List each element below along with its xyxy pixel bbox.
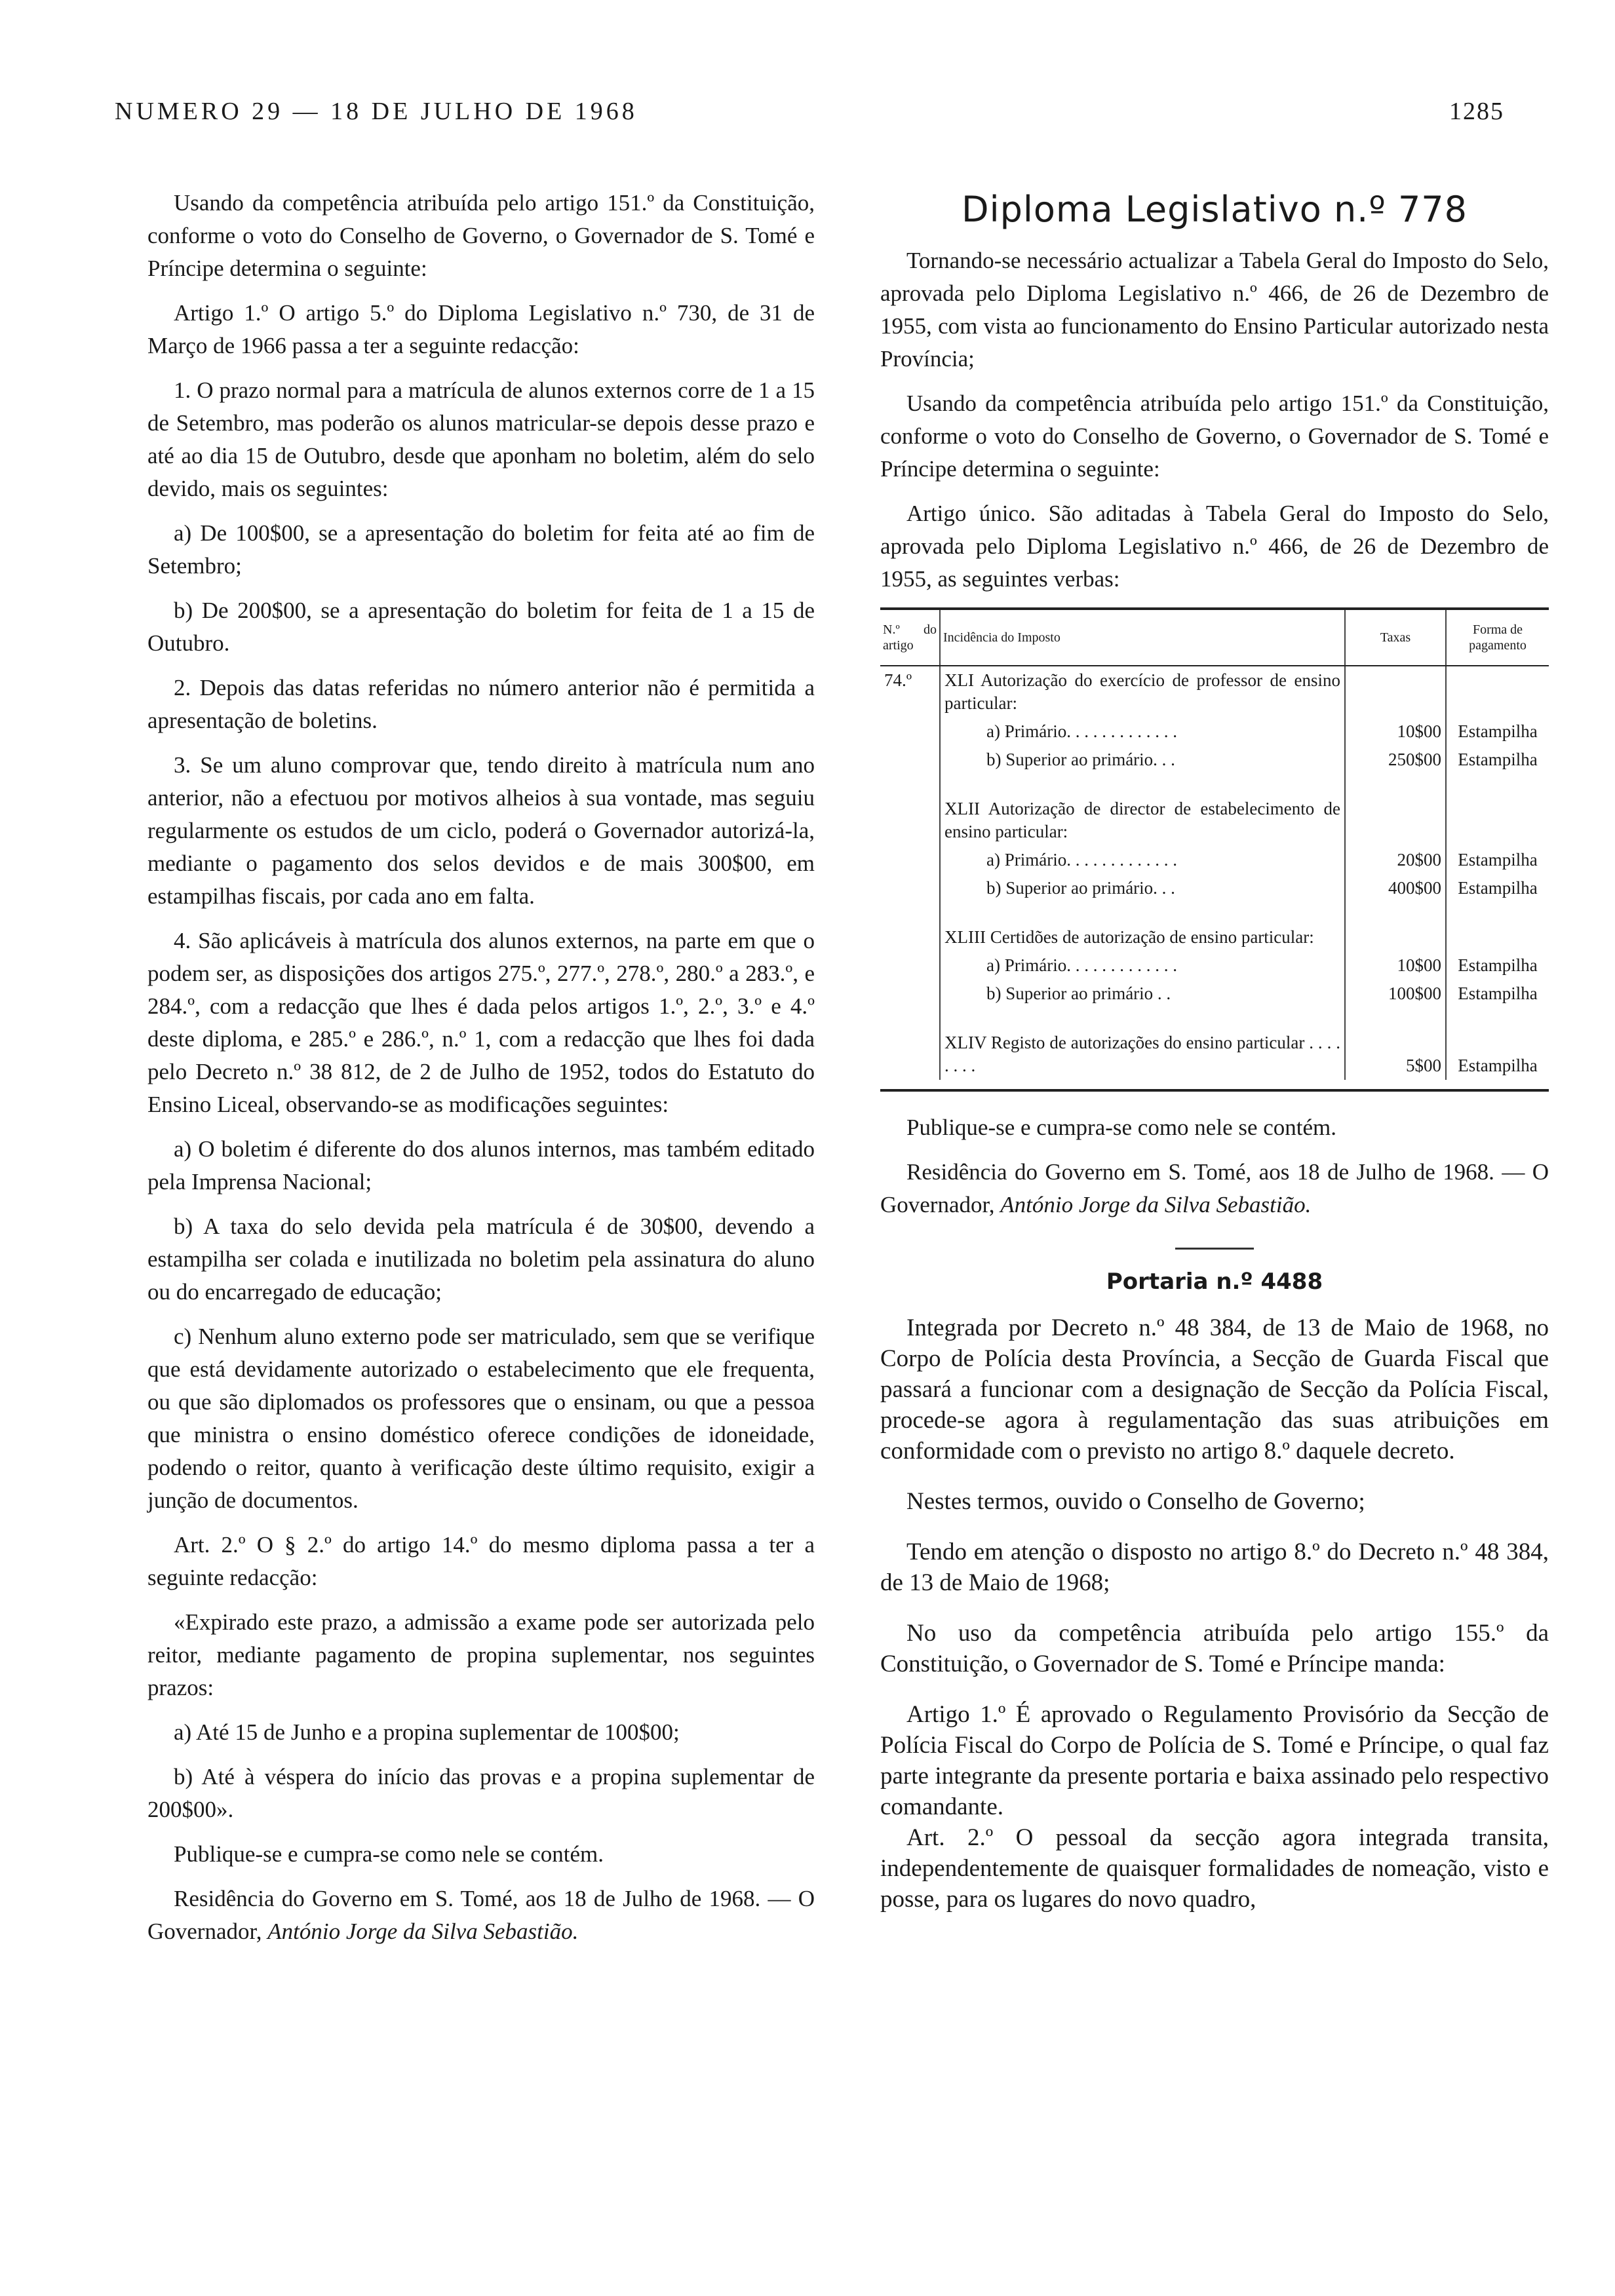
rule-1-a: a) De 100$00, se a apresentação do boletim for feita até ao fim de Setembro;: [147, 520, 815, 579]
header-num: N.º do artigo: [880, 610, 940, 666]
portaria-paragraph-1: Integrada por Decreto n.º 48 384, de 13 de Maio de 1968, no Corpo de Polícia desta Província, a Secção de Guarda Fiscal que passará a funcionar com a designação de Secção da Polícia Fiscal, procede-se agora à regulamentação das suas atribuições em conformidade com o previsto no artigo 8.º daquele decreto.: [880, 1314, 1549, 1464]
header-forma: Forma de pagamento: [1446, 610, 1549, 666]
header-incidence: Incidência do Imposto: [940, 610, 1345, 666]
quoted-b: b) Até à véspera do início das provas e a propina suplementar de 200$00».: [147, 1764, 815, 1822]
table-row: b) Superior ao primário . . 100$00 Estampilha: [880, 980, 1549, 1008]
residencia-line: Residência do Governo em S. Tomé, aos 18 de Julho de 1968. — O Governador, António Jorge da Silva Sebastião.: [147, 1886, 815, 1944]
intro-paragraph: Usando da competência atribuída pelo artigo 151.º da Constituição, conforme o voto do Conselho de Governo, o Governador de S. Tomé e Príncipe determina o seguinte:: [147, 190, 815, 281]
publique-line: Publique-se e cumpra-se como nele se contém.: [174, 1841, 604, 1867]
table-bottom-rule: [880, 1089, 1549, 1092]
table-row: XLIV Registo de autorizações do ensino particular . . . . . . . . 5$00 Estampilha: [880, 1029, 1549, 1080]
rule-1: 1. O prazo normal para a matrícula de alunos externos corre de 1 a 15 de Setembro, mas poderão os alunos matricular-se depois desse prazo e até ao dia 15 de Outubro, desde que aponham no boletim, além do selo devido, mais os seguintes:: [147, 377, 815, 501]
group-title: XLII Autorização de director de estabelecimento de ensino particular:: [940, 795, 1345, 846]
portaria-paragraph-4: No uso da competência atribuída pelo artigo 155.º da Constituição, o Governador de S. Tomé e Príncipe manda:: [880, 1620, 1549, 1677]
table-row: b) Superior ao primário. . . 250$00 Estampilha: [880, 746, 1549, 774]
diploma-paragraph-3: Artigo único. São aditadas à Tabela Geral do Imposto do Selo, aprovada pelo Diploma Legislativo n.º 466, de 26 de Dezembro de 1955, as seguintes verbas:: [880, 501, 1549, 592]
diploma-publique: Publique-se e cumpra-se como nele se contém.: [906, 1115, 1337, 1140]
left-column: [147, 187, 815, 1960]
rule-2: 2. Depois das datas referidas no número anterior não é permitida a apresentação de boletins.: [147, 675, 815, 733]
page-header: [115, 97, 1504, 136]
table-row: a) Primário. . . . . . . . . . . . . 20$00 Estampilha: [880, 846, 1549, 874]
portaria-paragraph-6: Art. 2.º O pessoal da secção agora integrada transita, independentemente de quaisquer formalidades de nomeação, visto e posse, para os lugares do novo quadro,: [880, 1824, 1549, 1913]
group-title: XLIII Certidões de autorização de ensino particular:: [940, 923, 1345, 951]
table-row: [880, 795, 1549, 846]
table-row: a) Primário. . . . . . . . . . . . . 10$00 Estampilha: [880, 951, 1549, 980]
quoted-text: «Expirado este prazo, a admissão a exame pode ser autorizada pelo reitor, mediante pagamento de propina suplementar, nos seguintes prazos:: [147, 1609, 815, 1700]
rule-4-a: a) O boletim é diferente do dos alunos internos, mas também editado pela Imprensa Nacional;: [147, 1136, 815, 1195]
portaria-paragraph-2: Nestes termos, ouvido o Conselho de Governo;: [906, 1488, 1365, 1515]
table-row: a) Primário. . . . . . . . . . . . . 10$00 Estampilha: [880, 718, 1549, 746]
signature: António Jorge da Silva Sebastião.: [267, 1919, 579, 1944]
group-title: XLI Autorização do exercício de professor de ensino particular:: [940, 666, 1345, 718]
table-row: b) Superior ao primário. . . 400$00 Estampilha: [880, 874, 1549, 902]
diploma-paragraph-2: Usando da competência atribuída pelo artigo 151.º da Constituição, conforme o voto do Conselho de Governo, o Governador de S. Tomé e Príncipe determina o seguinte:: [880, 391, 1549, 482]
right-column: [880, 187, 1549, 1934]
rule-4-c: c) Nenhum aluno externo pode ser matriculado, sem que se verifique que está devidamente autorizado o estabelecimento que ele frequenta, ou que são diplomados os professores que o ensinam, ou que a pessoa que ministra o ensino doméstico oferece condições de idoneidade, podendo o reitor, quanto à verificação deste último requisito, exigir a junção de documentos.: [147, 1324, 815, 1513]
article-1: Artigo 1.º O artigo 5.º do Diploma Legislativo n.º 730, de 31 de Março de 1966 passa a ter a seguinte redacção:: [147, 300, 815, 358]
rule-1-b: b) De 200$00, se a apresentação do boletim for feita de 1 a 15 de Outubro.: [147, 598, 815, 656]
rule-4: 4. São aplicáveis à matrícula dos alunos externos, na parte em que o podem ser, as disposições dos artigos 275.º, 277.º, 278.º, 280.º a 283.º, e 284.º, com a redacção que lhes é dada pelos artigos 1.º, 2.º, 3.º e 4.º deste diploma, e 285.º e 286.º, n.º 1, com a redacção que lhes foi dada pelo Decreto n.º 38 812, de 2 de Julho de 1952, todos do Estatuto do Ensino Liceal, observando-se as modificações seguintes:: [147, 928, 815, 1117]
diploma-title: Diploma Legislativo n.º 778: [961, 189, 1468, 230]
tax-table: [880, 610, 1549, 1080]
diploma-residencia: Residência do Governo em S. Tomé, aos 18 de Julho de 1968. — O Governador, António Jorge da Silva Sebastião.: [880, 1159, 1549, 1217]
table-row: [880, 666, 1549, 718]
portaria-body: [880, 1312, 1549, 1915]
diploma-paragraph-1: Tornando-se necessário actualizar a Tabela Geral do Imposto do Selo, aprovada pelo Diploma Legislativo n.º 466, de 26 de Dezembro de 1955, com vista ao funcionamento do Ensino Particular autorizado nesta Província;: [880, 248, 1549, 372]
rule-4-b: b) A taxa do selo devida pela matrícula é de 30$00, devendo a estampilha ser colada e inutilizada no boletim pela assinatura do aluno ou do encarregado de educação;: [147, 1214, 815, 1305]
article-2: Art. 2.º O § 2.º do artigo 14.º do mesmo diploma passa a ter a seguinte redacção:: [147, 1532, 815, 1590]
page-number: 1285: [1449, 98, 1504, 125]
gazette-issue-title: NUMERO 29 — 18 DE JULHO DE 1968: [115, 98, 638, 125]
quoted-a: a) Até 15 de Junho e a propina suplementar de 100$00;: [174, 1719, 680, 1745]
portaria-paragraph-3: Tendo em atenção o disposto no artigo 8.º do Decreto n.º 48 384, de 13 de Maio de 1968;: [880, 1539, 1549, 1596]
signature: António Jorge da Silva Sebastião.: [1000, 1192, 1312, 1217]
table-row: [880, 923, 1549, 951]
portaria-title: Portaria n.º 4488: [1106, 1269, 1323, 1295]
group-title: XLIV Registo de autorizações do ensino particular . . . . . . . .: [940, 1029, 1345, 1080]
portaria-paragraph-5: Artigo 1.º É aprovado o Regulamento Provisório da Secção de Polícia Fiscal do Corpo de Polícia de S. Tomé e Príncipe, o qual faz parte integrante da presente portaria e baixa assinado pelo respectivo comandante.: [880, 1701, 1549, 1820]
header-taxes: Taxas: [1345, 610, 1446, 666]
section-divider: [1175, 1248, 1254, 1250]
rule-3: 3. Se um aluno comprovar que, tendo direito à matrícula num ano anterior, não a efectuou por motivos alheios à sua vontade, mas seguiu regularmente os estudos de um ciclo, poderá o Governador autorizá-la, mediante o pagamento dos selos devidos e de mais 300$00, em estampilhas fiscais, por cada ano em falta.: [147, 752, 815, 909]
article-num: 74.º: [880, 666, 940, 718]
